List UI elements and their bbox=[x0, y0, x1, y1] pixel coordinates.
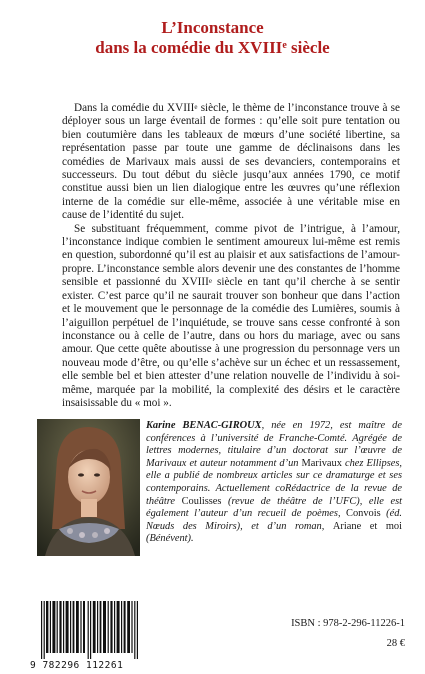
title-line-1: L’Inconstance bbox=[161, 18, 264, 37]
summary-p1-rest: siècle, le thème de l’inconstance trouve à se déployer sous un large éventail de formes : qu’elle soit pure tentation ou bien coutumière dans les tableaux de mœurs d’une société libertine, sa représentation passe par toute une gamme de déclinaisons dans les comédies de Marivaux mais aussi de ses devanciers, contemporains et successeurs. Du tout début du siècle jusqu’aux années 1790, ce motif constitue aussi bien un lien dialogique entre les œuvres qu’une réflexion interne de la comédie sur elle-même, associée à une véritable mise en cause de l’identité du sujet. bbox=[62, 102, 400, 222]
barcode-bars bbox=[37, 601, 147, 659]
summary-p1-sup: e bbox=[194, 103, 198, 111]
title-line-2-text: dans la comédie du XVIII bbox=[95, 38, 283, 57]
author-bio-part-2: chez Ellipses, elle a publié de nombreux articles sur ce dramaturge et ses contemporains. Actuellement coRédactrice de la revue de théâtre bbox=[146, 457, 402, 507]
isbn-number: ISBN : 978-2-296-11226-1 bbox=[291, 618, 405, 629]
summary-p1-start: Dans la comédie du XVIII bbox=[74, 102, 195, 114]
barcode-digits: 9 782296 112261 bbox=[30, 660, 124, 671]
author-biography bbox=[146, 420, 402, 546]
title-line-2 bbox=[0, 38, 425, 58]
summary-p2-start: Se substituant fréquemment, comme pivot de l’intrigue, à l’amour, l’inconstance indique combien le sentiment amoureux lui-même est remis en question, subordonné qu’il est au plaisir et aux satisfactions de l’amour-propre. L’inconstance semble alors devenir une des constantes de l’homme sensible et passionné du XVIII bbox=[62, 222, 400, 289]
author-work-convois: Convois bbox=[346, 508, 381, 520]
summary-p2-rest: siècle en tant qu’il cherche à se sentir exister. C’est parce qu’il ne saurait trouver son bonheur que dans l’action et le mouvement que le personnage de la comédie des Lumières, soumis à l’aiguillon perpétuel de l’inquiétude, se trouve sans cesse confronté à son inconstance ou à celle de l’autre, dans ou hors du mariage, avec ou sans amour. Que cette quête aboutisse à une progression du personnage vers un nouveau mode d’être, ou qu’elle s’achève sur un échec et un ressassement, elle semble bel et bien attester d’une relation nouvelle de l’individu à soi-même, marquée par la mobilité, la complexité des désirs et le caractère insaisissable du « moi ». bbox=[62, 276, 400, 409]
barcode-icon bbox=[37, 601, 147, 661]
price-label: 28 € bbox=[386, 638, 405, 649]
title-line-2-end: siècle bbox=[286, 38, 330, 57]
author-name: Karine BENAC-GIROUX bbox=[146, 420, 262, 431]
author-bio-part-3: (revue de théâtre de l’UFC), elle est également l’auteur d’un recueil de poèmes, bbox=[146, 495, 402, 520]
title-superscript: e bbox=[282, 40, 287, 51]
author-work-coulisses: Coulisses bbox=[181, 495, 222, 507]
summary-paragraph-2 bbox=[62, 223, 400, 411]
author-bio-part-4: (éd. Nœuds des Miroirs), et d’un roman, bbox=[146, 508, 402, 532]
book-title bbox=[0, 18, 425, 58]
author-bio-part-1: , née en 1972, est maître de conférences à l’université de Franche-Comté. Agrégée de lettres modernes, titulaire d’un doctorat sur l’œuvre de Marivaux et auteur notamment d’un bbox=[146, 420, 402, 469]
author-portrait bbox=[37, 419, 140, 556]
author-work-ariane: Ariane et moi bbox=[332, 520, 402, 532]
author-bio-part-5: (Bénévent). bbox=[146, 533, 194, 545]
summary-text bbox=[62, 102, 400, 410]
author-portrait-image bbox=[37, 419, 140, 556]
summary-paragraph-1 bbox=[62, 102, 400, 223]
author-work-marivaux: Marivaux bbox=[301, 457, 342, 469]
summary-p2-sup: e bbox=[208, 277, 212, 286]
